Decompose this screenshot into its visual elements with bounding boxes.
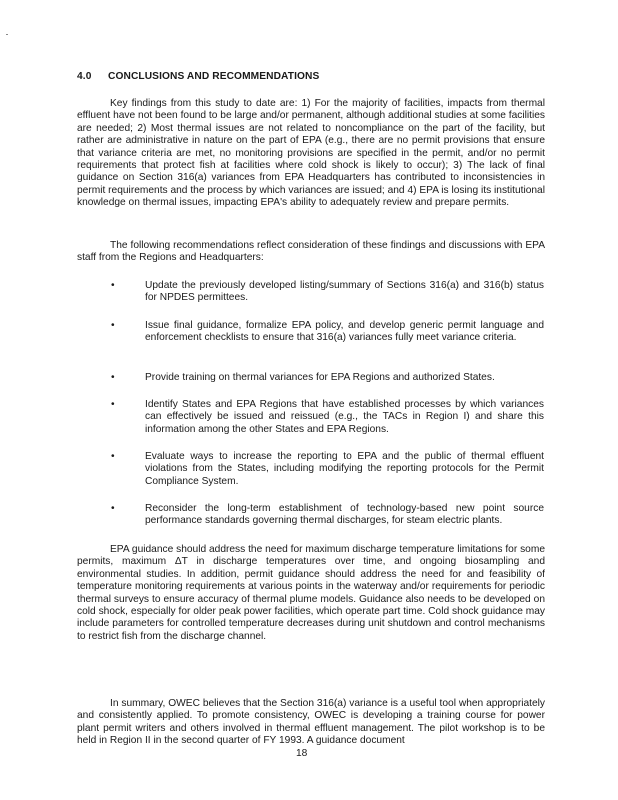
paragraph-recommendations-intro: The following recommendations reflect consideration of these findings and discussions with EPA staff from the Regions and Headquarters: (77, 240, 545, 264)
section-title: CONCLUSIONS AND RECOMMENDATIONS (108, 71, 320, 82)
section-number: 4.0 (77, 71, 92, 82)
bullet-icon: • (111, 451, 115, 462)
bullet-icon: • (111, 320, 115, 331)
paragraph-summary: In summary, OWEC believes that the Section 316(a) variance is a useful tool when appropriately and consistently applied. To promote consistency, OWEC is developing a training course for power plant permit writers and others involved in thermal effluent management. The pilot workshop is to be held in Region II in the second quarter of FY 1993. A guidance document (77, 698, 545, 747)
recommendation-text: Issue final guidance, formalize EPA policy, and develop generic permit language and enforcement checklists to ensure that 316(a) variances fully meet variance criteria. (145, 320, 544, 344)
paragraph-epa-guidance: EPA guidance should address the need for maximum discharge temperature limitations for some permits, maximum ΔT in discharge temperatures over time, and ongoing biosampling and environmental studies. In addition, permit guidance should address the need for and feasibility of temperature monitoring requirements at various points in the waterway and/or requirements for periodic thermal surveys to ensure accuracy of thermal plume models. Guidance also needs to be developed on cold shock, especially for older peak power facilities, which operate part time. Cold shock guidance may include parameters for controlled temperature decreases during unit shutdown and control mechanisms to restrict fish from the discharge channel. (77, 544, 545, 642)
recommendation-item (111, 320, 544, 345)
recommendation-text: Reconsider the long-term establishment of technology-based new point source performance standards governing thermal discharges, for steam electric plants. (145, 503, 544, 527)
bullet-icon: • (111, 280, 115, 291)
recommendation-item (111, 399, 544, 436)
bullet-icon: • (111, 399, 115, 410)
section-heading (77, 71, 319, 82)
recommendation-item (111, 503, 544, 528)
recommendation-item (111, 451, 544, 488)
recommendation-item (111, 372, 544, 384)
recommendation-text: Evaluate ways to increase the reporting to EPA and the public of thermal effluent violations from the States, including modifying the reporting protocols for the Permit Compliance System. (145, 451, 544, 487)
paragraph-key-findings: Key findings from this study to date are: 1) For the majority of facilities, impacts from thermal effluent have not been found to be large and/or permanent, although additional studies at some facilities are needed; 2) Most thermal issues are not related to noncompliance on the part of the facility, but rather are administrative in nature on the part of EPA (e.g., there are no permit provisions that ensure that variance criteria are met, no monitoring provisions are specified in the permit, and/or no permit requirements that protect fish at facilities where cold shock is likely to occur); 3) The lack of final guidance on Section 316(a) variances from EPA Headquarters has contributed to inconsistencies in permit requirements and the process by which variances are issued; and 4) EPA is losing its institutional knowledge on thermal issues, impacting EPA's ability to adequately review and prepare permits. (77, 98, 545, 209)
bullet-icon: • (111, 503, 115, 514)
recommendation-text: Provide training on thermal variances for EPA Regions and authorized States. (145, 372, 495, 383)
recommendation-text: Identify States and EPA Regions that have established processes by which variances can effectively be issued and reissued (e.g., the TACs in Region I) and share this information among the other States and EPA Regions. (145, 399, 544, 435)
recommendation-item (111, 280, 544, 305)
scan-speck (6, 34, 8, 35)
bullet-icon: • (111, 372, 115, 383)
recommendation-text: Update the previously developed listing/summary of Sections 316(a) and 316(b) status for NPDES permittees. (145, 280, 544, 304)
page-number: 18 (296, 748, 308, 759)
